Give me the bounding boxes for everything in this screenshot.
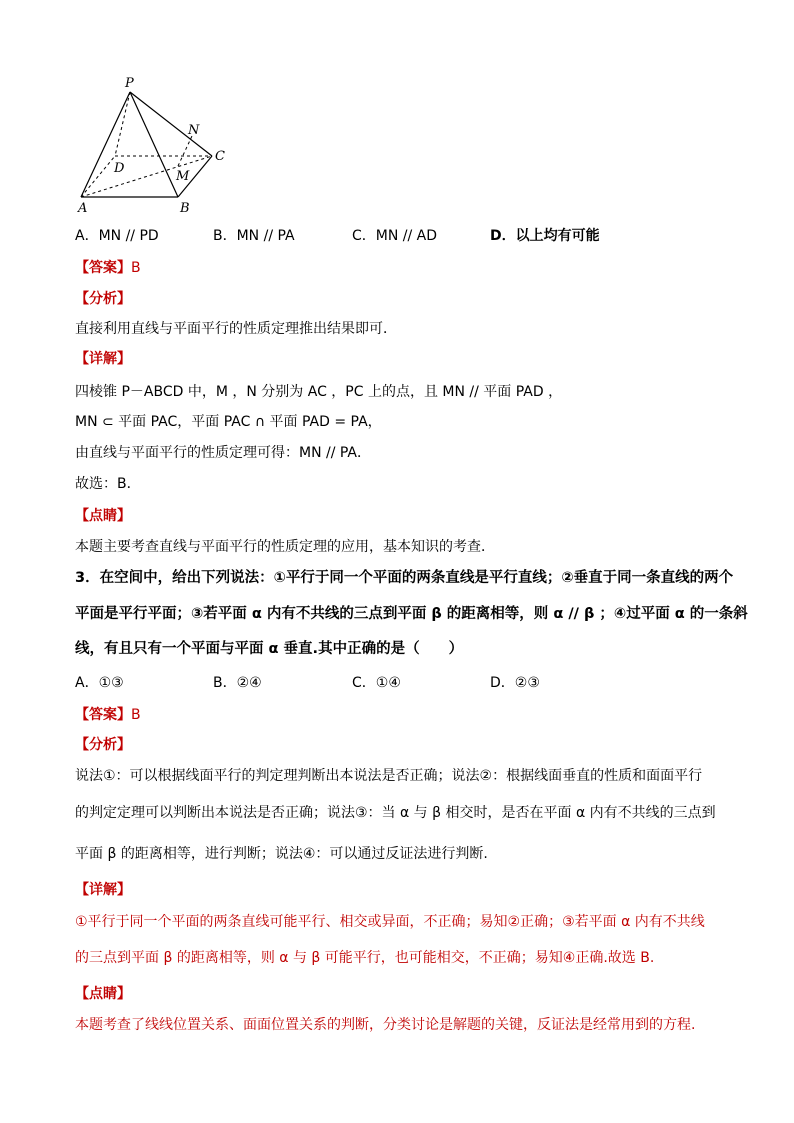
q2-comment-text: 本题主要考查直线与平面平行的性质定理的应用，基本知识的考查． (75, 539, 495, 555)
pyramid-figure (72, 74, 242, 219)
q3-analysis-tag: 【分析】 (75, 737, 131, 753)
q3-detail-tag: 【详解】 (75, 882, 131, 898)
q3-answer (75, 705, 141, 725)
q2-detail-line-2: MN ⊂ 平面 PAC，平面 PAC ∩ 平面 PAD = PA， (75, 414, 382, 430)
q3-analysis-line-3: 平面 β 的距离相等，进行判断；说法④：可以通过反证法进行判断. (75, 846, 488, 862)
label-n: N (188, 123, 200, 138)
q2-detail-tag: 【详解】 (75, 351, 131, 367)
label-p: P (125, 76, 134, 91)
q3-comment-text: 本题考查了线线位置关系、面面位置关系的判断，分类讨论是解题的关键，反证法是经常用到的方程. (75, 1017, 696, 1033)
label-b: B (180, 201, 190, 216)
label-c: C (215, 149, 225, 164)
q3-option-a: A．①③ (75, 675, 124, 691)
q3-detail-line-1: ①平行于同一个平面的两条直线可能平行、相交或异面，不正确；易知②正确；③若平面 α 内有不共线 (75, 914, 705, 930)
q3-analysis-line-1: 说法①：可以根据线面平行的判定理判断出本说法是否正确；说法②：根据线面垂直的性质和面面平行 (75, 768, 703, 784)
label-a: A (78, 201, 88, 216)
q3-option-c: C．①④ (352, 675, 401, 691)
q3-comment-tag: 【点睛】 (75, 986, 131, 1002)
edge-pa (81, 92, 130, 197)
q2-option-c: C．MN // AD (352, 228, 438, 244)
edge-pc (130, 92, 212, 156)
answer-tag: 【答案】 (75, 707, 131, 723)
q2-option-b: B．MN // PA (213, 228, 295, 244)
q3-stem-line-2: 平面是平行平面；③若平面 α 内有不共线的三点到平面 β 的距离相等，则 α // β ；④过平面 α 的一条斜 (75, 606, 748, 622)
answer-value: B (131, 707, 141, 723)
q2-option-d: D．以上均有可能 (490, 228, 600, 244)
label-m: M (176, 169, 190, 184)
q3-stem-line-3: 线，有且只有一个平面与平面 α 垂直.其中正确的是（ ） (75, 641, 464, 657)
q2-detail-line-1: 四棱锥 P－ABCD 中，M ，N 分别为 AC ，PC 上的点，且 MN // 平面 PAD ， (75, 384, 563, 400)
q3-stem-line-1: 3．在空间中，给出下列说法：①平行于同一个平面的两条直线是平行直线；②垂直于同一条直线的两个 (75, 570, 734, 586)
q2-detail-line-3: 由直线与平面平行的性质定理可得：MN // PA． (75, 445, 372, 461)
label-d: D (114, 161, 125, 176)
q2-detail-line-4: 故选：B． (75, 476, 141, 492)
edge-pd (115, 92, 130, 156)
q3-analysis-line-2: 的判定定理可以判断出本说法是否正确；说法③：当 α 与 β 相交时，是否在平面 α 内有不共线的三点到 (75, 805, 716, 821)
q2-option-a: A．MN // PD (75, 228, 159, 244)
segment-mn (178, 136, 192, 166)
q3-option-d: D．②③ (490, 675, 540, 691)
answer-value: B (131, 260, 141, 276)
q2-answer (75, 258, 141, 278)
edge-ac (81, 156, 212, 197)
q2-analysis-text: 直接利用直线与平面平行的性质定理推出结果即可． (75, 321, 397, 337)
q3-option-b: B．②④ (213, 675, 262, 691)
q2-analysis-tag: 【分析】 (75, 291, 131, 307)
answer-tag: 【答案】 (75, 260, 131, 276)
edge-ad (81, 156, 115, 197)
edge-pb (130, 92, 178, 197)
q2-comment-tag: 【点睛】 (75, 508, 131, 524)
q3-detail-line-2: 的三点到平面 β 的距离相等，则 α 与 β 可能平行，也可能相交，不正确；易知④正确.故选 B. (75, 950, 655, 966)
